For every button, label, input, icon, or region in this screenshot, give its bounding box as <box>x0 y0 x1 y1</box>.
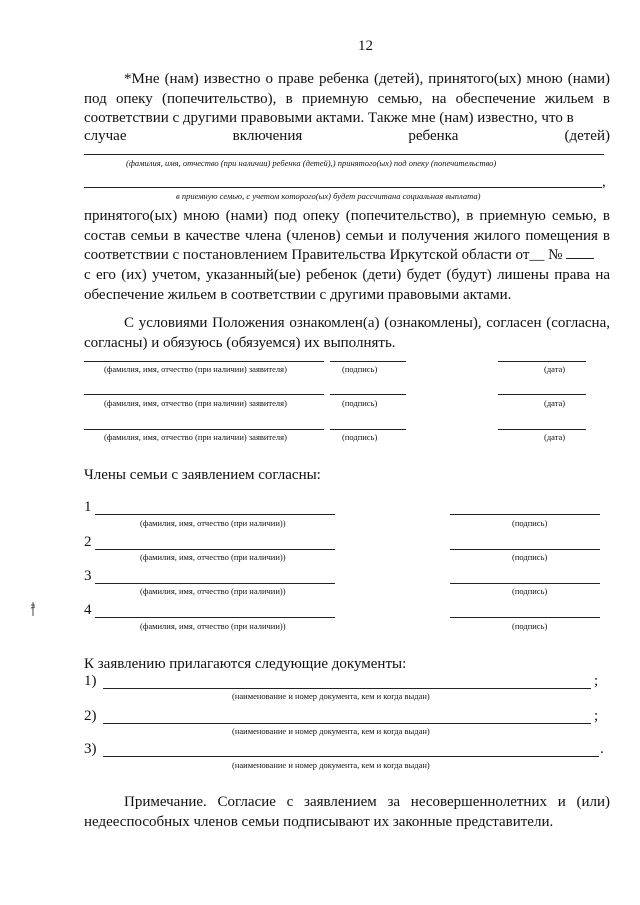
member-name-caption: (фамилия, имя, отчество (при наличии)) <box>140 518 286 528</box>
applicant-name-line[interactable] <box>84 429 324 430</box>
paragraph-adoption-end: с его (их) учетом, указанный(ые) ребенок (дети) будет (будут) лишены права на обеспечение жильем в соответствии с другими правовыми актами. <box>84 267 610 303</box>
member-sign-line[interactable] <box>450 514 600 515</box>
word: случае <box>84 128 127 144</box>
note-paragraph: Примечание. Согласие с заявлением за несовершеннолетних и (или) недееспособных членов семьи подписывают их законные представители. <box>84 794 610 830</box>
member-sign-caption: (подпись) <box>512 518 548 528</box>
member-sign-line[interactable] <box>450 549 600 550</box>
member-number: 1 <box>84 499 92 515</box>
sign-caption: (подпись) <box>342 398 378 408</box>
doc-line[interactable] <box>103 756 599 757</box>
applicant-sign-line[interactable] <box>330 429 406 430</box>
doc-caption: (наименование и номер документа, кем и когда выдан) <box>232 760 430 770</box>
member-sign-caption: (подпись) <box>512 621 548 631</box>
doc-number: 1) <box>84 673 97 689</box>
doc-line[interactable] <box>103 688 591 689</box>
doc-number: 3) <box>84 741 97 757</box>
member-name-caption: (фамилия, имя, отчество (при наличии)) <box>140 552 286 562</box>
paragraph-adoption-text: принятого(ых) мною (нами) под опеку (попечительство), в приемную семью, в состав семьи в качестве члена (членов) семьи и получения жилого помещения в соответствии с постановлением Правительства Иркутской области от__ № <box>84 208 610 263</box>
doc-end: ; <box>594 708 599 724</box>
paragraph-conditions: С условиями Положения ознакомлен(а) (ознакомлены), согласен (согласна, согласны) и обязуюсь (обязуемся) их выполнять. <box>84 315 610 351</box>
paragraph-adoption <box>84 207 610 266</box>
doc-number: 2) <box>84 708 97 724</box>
docs-heading: К заявлению прилагаются следующие документы: <box>84 656 407 672</box>
members-heading: Члены семьи с заявлением согласны: <box>84 467 321 483</box>
member-number: 4 <box>84 602 92 618</box>
word: (детей) <box>564 128 610 144</box>
member-name-caption: (фамилия, имя, отчество (при наличии)) <box>140 586 286 596</box>
child-family-line[interactable] <box>84 187 602 188</box>
member-sign-caption: (подпись) <box>512 586 548 596</box>
page-number: 12 <box>358 38 373 54</box>
doc-end: . <box>600 741 604 757</box>
name-caption: (фамилия, имя, отчество (при наличии) заявителя) <box>104 398 287 408</box>
family-caption: в приемную семью, с учетом которого(ых) будет рассчитана социальная выплата) <box>176 191 481 201</box>
word: ребенка <box>408 128 459 144</box>
doc-end: ; <box>594 673 599 689</box>
word: включения <box>232 128 303 144</box>
member-name-line[interactable] <box>95 583 335 584</box>
date-caption: (дата) <box>544 398 566 408</box>
applicant-date-line[interactable] <box>498 429 586 430</box>
doc-line[interactable] <box>103 723 591 724</box>
member-name-line[interactable] <box>95 617 335 618</box>
member-name-caption: (фамилия, имя, отчество (при наличии)) <box>140 621 286 631</box>
sign-caption: (подпись) <box>342 432 378 442</box>
applicant-date-line[interactable] <box>498 361 586 362</box>
member-number: 3 <box>84 568 92 584</box>
member-name-line[interactable] <box>95 514 335 515</box>
member-name-line[interactable] <box>95 549 335 550</box>
applicant-name-line[interactable] <box>84 394 324 395</box>
paragraph-rights: *Мне (нам) известно о праве ребенка (детей), принятого(ых) мною (нами) под опеку (попечительство), в приемную семью, на обеспечение жильем в соответствии с другими правовыми актами. Также мне (нам) известно, что в <box>84 71 610 126</box>
applicant-sign-line[interactable] <box>330 361 406 362</box>
paragraph-rights-last-line <box>84 128 610 145</box>
member-number: 2 <box>84 534 92 550</box>
member-sign-caption: (подпись) <box>512 552 548 562</box>
applicant-date-line[interactable] <box>498 394 586 395</box>
child-name-line[interactable] <box>84 154 604 155</box>
applicant-name-line[interactable] <box>84 361 324 362</box>
applicant-sign-line[interactable] <box>330 394 406 395</box>
date-caption: (дата) <box>544 432 566 442</box>
date-caption: (дата) <box>544 364 566 374</box>
member-sign-line[interactable] <box>450 617 600 618</box>
name-caption: (фамилия, имя, отчество (при наличии) заявителя) <box>104 432 287 442</box>
doc-caption: (наименование и номер документа, кем и когда выдан) <box>232 691 430 701</box>
name-caption: (фамилия, имя, отчество (при наличии) заявителя) <box>104 364 287 374</box>
comma: , <box>602 174 606 190</box>
sign-caption: (подпись) <box>342 364 378 374</box>
member-sign-line[interactable] <box>450 583 600 584</box>
number-line[interactable] <box>566 258 594 259</box>
doc-caption: (наименование и номер документа, кем и когда выдан) <box>232 726 430 736</box>
scan-mark <box>30 602 36 616</box>
child-name-caption: (фамилия, имя, отчество (при наличии) ребенка (детей),) принятого(ых) под опеку (попечительство) <box>126 158 497 168</box>
